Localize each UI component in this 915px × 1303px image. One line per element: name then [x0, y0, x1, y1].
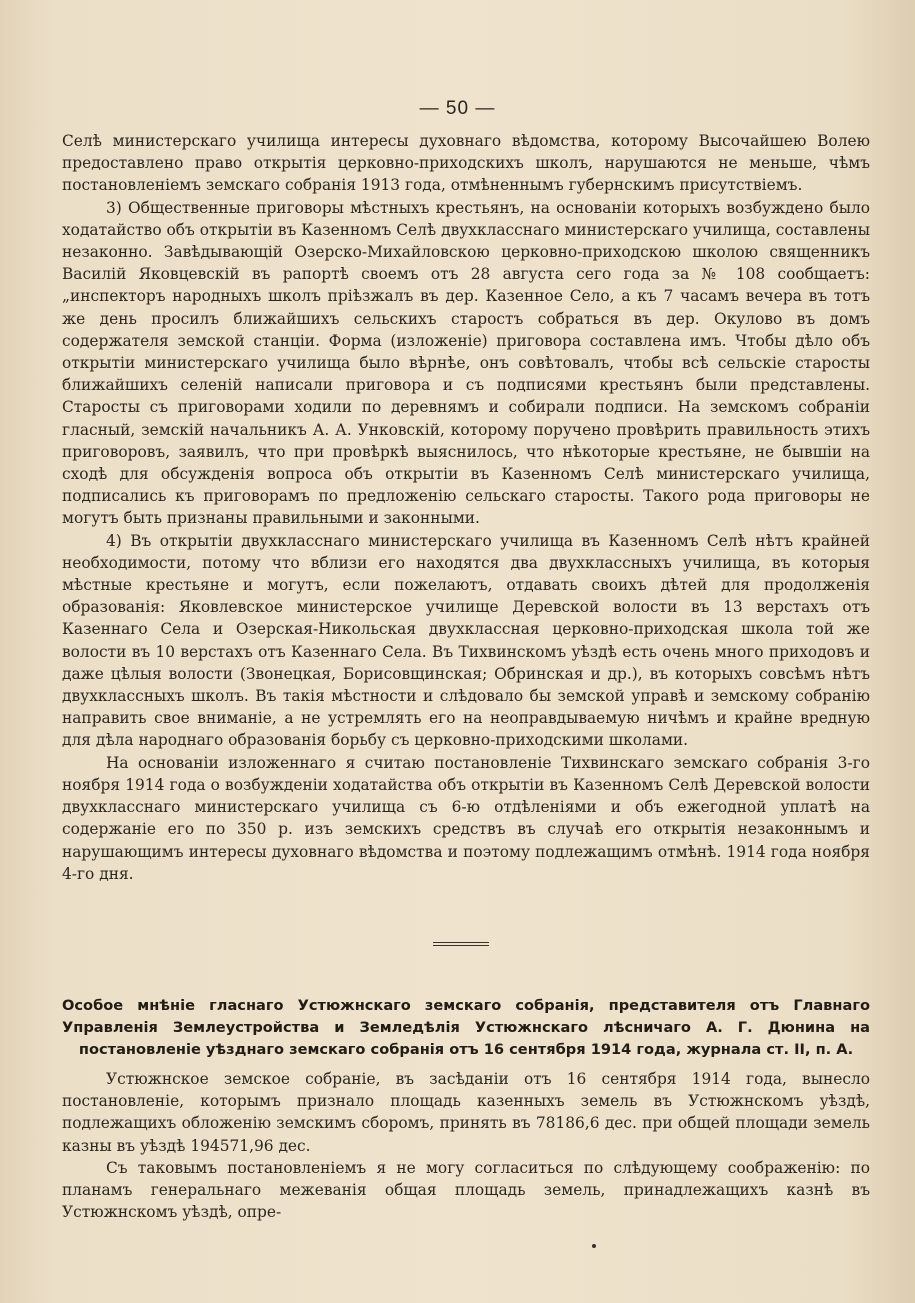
section-divider [433, 942, 489, 948]
divider-line [433, 945, 489, 946]
main-text-section [62, 130, 870, 885]
paragraph: На основаніи изложеннаго я считаю постановленіе Тихвинскаго земскаго собранія 3-го ноября 1914 года о возбужденіи ходатайства объ открытіи въ Казенномъ Селѣ Деревской волости двухкласснаго министерскаго училища съ 6-ю отдѣленіями и объ ежегодной уплатѣ на содержаніе его по 350 р. изъ земскихъ средствъ въ случаѣ его открытія незаконнымъ и нарушающимъ интересы духовнаго вѣдомства и поэтому подлежащимъ отмѣнѣ. 1914 года ноября 4-го дня. [62, 753, 870, 883]
paragraph: Селѣ министерскаго училища интересы духовнаго вѣдомства, которому Высочайшею Волею предоставлено право открытія церковно-приходскихъ школъ, нарушаются не меньше, чѣмъ постановленіемъ земскаго собранія 1913 года, отмѣненнымъ губернскимъ присутствіемъ. [62, 132, 870, 195]
ink-speck [592, 1244, 596, 1248]
second-text-section [62, 1068, 870, 1223]
paragraph: 4) Въ открытіи двухкласснаго министерскаго училища въ Казенномъ Селѣ нѣтъ крайней необходимости, потому что вблизи его находятся два двухклассныхъ училища, въ которыя мѣстные крестьяне и могутъ, если пожелаютъ, отдавать своихъ дѣтей для продолженія образованія: Яковлевское министерское училище Деревской волости въ 13 верстахъ отъ Казеннаго Села и Озерская-Никольская двухклассная церковно-приходская школа той же волости въ 10 верстахъ отъ Казеннаго Села. Въ Тихвинскомъ уѣздѣ есть очень много приходовъ и даже цѣлыя волости (Звонецкая, Борисовщинская; Обринская и др.), въ которыхъ совсѣмъ нѣтъ двухклассныхъ школъ. Въ такія мѣстности и слѣдовало бы земской управѣ и земскому собранію направить свое вниманіе, а не устремлять его на неоправдываемую ничѣмъ и крайне вредную для дѣла народнаго образованія борьбу съ церковно-приходскими школами. [62, 531, 870, 750]
paragraph: Съ таковымъ постановленіемъ я не могу согласиться по слѣдующему соображенію: по планамъ генеральнаго межеванія общая площадь земель, принадлежащихъ казнѣ въ Устюжнскомъ уѣздѣ, опре- [62, 1158, 870, 1222]
paragraph: 3) Общественные приговоры мѣстныхъ крестьянъ, на основаніи которыхъ возбуждено было ходатайство объ открытіи въ Казенномъ Селѣ двухкласснаго министерскаго училища, составлены незаконно. Завѣдывающій Озерско-Михайловскою церковно-приходскою школою священникъ Василій Яковцевскій въ рапортѣ своемъ отъ 28 августа сего года за № 108 сообщаетъ: „инспекторъ народныхъ школъ пріѣзжалъ въ дер. Казенное Село, а къ 7 часамъ вечера въ тотъ же день просилъ ближайшихъ сельскихъ старостъ собраться въ дер. Окулово въ домъ содержателя земской станціи. Форма (изложеніе) приговора составлена имъ. Чтобы дѣло объ открытіи министерскаго училища было вѣрнѣе, онъ совѣтовалъ, чтобы всѣ сельскіе старосты ближайшихъ селеній написали приговора и съ подписями крестьянъ были представлены. Старосты съ приговорами ходили по деревнямъ и собирали подписи. На земскомъ собраніи гласный, земскій начальникъ А. А. Унковскій, которому поручено провѣрить правильность этихъ приговоровъ, заявилъ, что при провѣркѣ выяснилось, что нѣкоторые крестьяне, не бывшіи на сходѣ для обсужденія вопроса объ открытіи въ Казенномъ Селѣ министерскаго училища, подписались къ приговорамъ по предложенію сельскаго старосты. Такого рода приговоры не могутъ быть признаны правильными и законными. [62, 198, 870, 528]
page-number: — 50 — [419, 98, 496, 119]
paragraph: Устюжнское земское собраніе, въ засѣданіи отъ 16 сентября 1914 года, вынесло постановленіе, которымъ признало площадь казенныхъ земель въ Устюжнскомъ уѣздѣ, подлежащихъ обложенію земскимъ сборомъ, принять въ 78186,6 дес. при общей площади земель казны въ уѣздѣ 194571,96 дес. [62, 1070, 870, 1155]
section-heading: Особое мнѣніе гласнаго Устюжнскаго земскаго собранія, представителя отъ Главнаго Управленія Землеустройства и Земледѣлія Устюжнскаго лѣсничаго А. Г. Дюнина на постановленіе уѣзднаго земскаго собранія отъ 16 сентября 1914 года, журнала ст. II, п. А. [62, 997, 870, 1058]
divider-line [433, 942, 489, 943]
